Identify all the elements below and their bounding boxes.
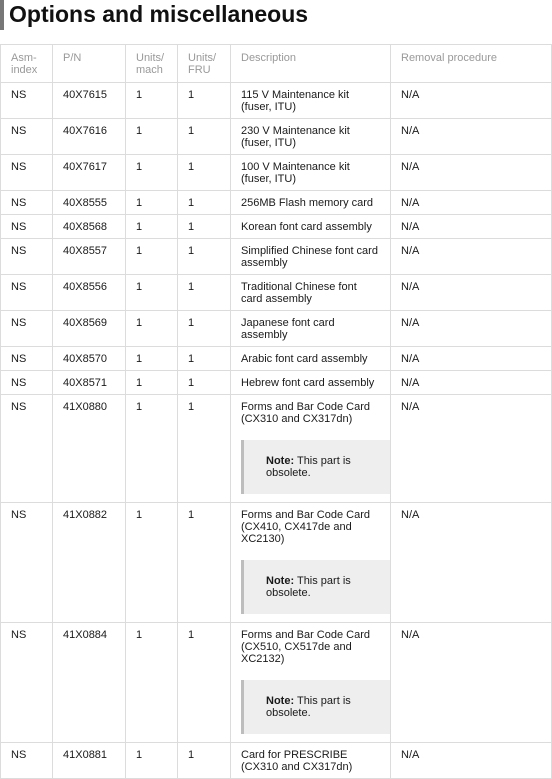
- cell-asm: NS: [1, 215, 53, 239]
- cell-units-fru: 1: [178, 311, 231, 347]
- table-row: [1, 503, 552, 623]
- cell-units-mach: 1: [126, 191, 178, 215]
- header-units-mach: Units/ mach: [126, 45, 178, 83]
- cell-units-mach: 1: [126, 275, 178, 311]
- cell-units-mach: 1: [126, 371, 178, 395]
- cell-description: 115 V Maintenance kit (fuser, ITU): [231, 83, 391, 119]
- table-row: [1, 311, 552, 347]
- note-label: Note:: [266, 455, 295, 467]
- cell-units-mach: 1: [126, 347, 178, 371]
- cell-units-fru: 1: [178, 83, 231, 119]
- cell-units-mach: 1: [126, 623, 178, 743]
- table-row: [1, 623, 552, 743]
- cell-asm: NS: [1, 119, 53, 155]
- header-description: Description: [231, 45, 391, 83]
- obsolete-note: [241, 560, 390, 614]
- cell-units-fru: 1: [178, 155, 231, 191]
- cell-pn: 41X0881: [53, 743, 126, 779]
- cell-units-mach: 1: [126, 239, 178, 275]
- cell-asm: NS: [1, 155, 53, 191]
- cell-asm: NS: [1, 503, 53, 623]
- header-removal-procedure: Removal procedure: [391, 45, 552, 83]
- parts-table: [0, 44, 552, 779]
- table-row: [1, 395, 552, 503]
- cell-pn: 40X8557: [53, 239, 126, 275]
- cell-pn: 40X8555: [53, 191, 126, 215]
- table-row: [1, 371, 552, 395]
- cell-removal: N/A: [391, 371, 552, 395]
- table-row: [1, 155, 552, 191]
- table-row: [1, 347, 552, 371]
- cell-units-fru: 1: [178, 503, 231, 623]
- header-part-number: P/N: [53, 45, 126, 83]
- cell-removal: N/A: [391, 215, 552, 239]
- header-asm-index: Asm-index: [1, 45, 53, 83]
- cell-description: Korean font card assembly: [231, 215, 391, 239]
- table-row: [1, 119, 552, 155]
- cell-removal: N/A: [391, 395, 552, 503]
- cell-asm: NS: [1, 743, 53, 779]
- cell-description: Japanese font card assembly: [231, 311, 391, 347]
- cell-removal: N/A: [391, 155, 552, 191]
- table-row: [1, 239, 552, 275]
- cell-removal: N/A: [391, 119, 552, 155]
- cell-removal: N/A: [391, 743, 552, 779]
- cell-units-fru: 1: [178, 191, 231, 215]
- cell-removal: N/A: [391, 347, 552, 371]
- obsolete-note: [241, 440, 390, 494]
- cell-asm: NS: [1, 347, 53, 371]
- cell-pn: 40X8569: [53, 311, 126, 347]
- cell-asm: NS: [1, 623, 53, 743]
- cell-asm: NS: [1, 311, 53, 347]
- cell-units-mach: 1: [126, 155, 178, 191]
- cell-pn: 40X7615: [53, 83, 126, 119]
- cell-description: Card for PRESCRIBE (CX310 and CX317dn): [231, 743, 391, 779]
- description-text: Forms and Bar Code Card (CX310 and CX317dn): [241, 401, 370, 425]
- note-label: Note:: [266, 575, 295, 587]
- cell-units-mach: 1: [126, 311, 178, 347]
- table-row: [1, 743, 552, 779]
- table-row: [1, 275, 552, 311]
- cell-description: 256MB Flash memory card: [231, 191, 391, 215]
- note-label: Note:: [266, 695, 295, 707]
- cell-description: 230 V Maintenance kit (fuser, ITU): [231, 119, 391, 155]
- cell-units-mach: 1: [126, 743, 178, 779]
- cell-units-fru: 1: [178, 347, 231, 371]
- note-text: This part is obsolete.: [266, 575, 351, 599]
- description-text: Forms and Bar Code Card (CX410, CX417de and XC2130): [241, 509, 370, 545]
- cell-asm: NS: [1, 395, 53, 503]
- header-units-fru: Units/ FRU: [178, 45, 231, 83]
- cell-pn: 41X0880: [53, 395, 126, 503]
- cell-removal: N/A: [391, 83, 552, 119]
- cell-asm: NS: [1, 275, 53, 311]
- cell-pn: 40X7617: [53, 155, 126, 191]
- cell-removal: N/A: [391, 311, 552, 347]
- table-row: [1, 83, 552, 119]
- cell-pn: 41X0882: [53, 503, 126, 623]
- cell-units-fru: 1: [178, 743, 231, 779]
- cell-units-mach: 1: [126, 119, 178, 155]
- cell-description: [231, 395, 391, 503]
- cell-removal: N/A: [391, 623, 552, 743]
- cell-units-mach: 1: [126, 83, 178, 119]
- cell-units-mach: 1: [126, 395, 178, 503]
- cell-units-fru: 1: [178, 239, 231, 275]
- cell-pn: 41X0884: [53, 623, 126, 743]
- cell-asm: NS: [1, 371, 53, 395]
- table-row: [1, 191, 552, 215]
- cell-removal: N/A: [391, 503, 552, 623]
- cell-asm: NS: [1, 191, 53, 215]
- cell-removal: N/A: [391, 239, 552, 275]
- cell-description: Simplified Chinese font card assembly: [231, 239, 391, 275]
- cell-units-mach: 1: [126, 215, 178, 239]
- cell-units-fru: 1: [178, 215, 231, 239]
- cell-units-fru: 1: [178, 395, 231, 503]
- note-text: This part is obsolete.: [266, 695, 351, 719]
- cell-units-fru: 1: [178, 275, 231, 311]
- cell-description: [231, 503, 391, 623]
- cell-pn: 40X8570: [53, 347, 126, 371]
- cell-description: Arabic font card assembly: [231, 347, 391, 371]
- cell-units-fru: 1: [178, 119, 231, 155]
- description-text: Forms and Bar Code Card (CX510, CX517de and XC2132): [241, 629, 370, 665]
- cell-description: Traditional Chinese font card assembly: [231, 275, 391, 311]
- cell-units-fru: 1: [178, 623, 231, 743]
- note-text: This part is obsolete.: [266, 455, 351, 479]
- page-title: Options and miscellaneous: [0, 0, 308, 30]
- cell-units-fru: 1: [178, 371, 231, 395]
- cell-description: [231, 623, 391, 743]
- cell-pn: 40X8556: [53, 275, 126, 311]
- cell-asm: NS: [1, 83, 53, 119]
- cell-description: 100 V Maintenance kit (fuser, ITU): [231, 155, 391, 191]
- table-header-row: [1, 45, 552, 83]
- obsolete-note: [241, 680, 390, 734]
- cell-removal: N/A: [391, 191, 552, 215]
- cell-pn: 40X8568: [53, 215, 126, 239]
- table-row: [1, 215, 552, 239]
- cell-removal: N/A: [391, 275, 552, 311]
- cell-pn: 40X7616: [53, 119, 126, 155]
- cell-units-mach: 1: [126, 503, 178, 623]
- cell-asm: NS: [1, 239, 53, 275]
- cell-description: Hebrew font card assembly: [231, 371, 391, 395]
- cell-pn: 40X8571: [53, 371, 126, 395]
